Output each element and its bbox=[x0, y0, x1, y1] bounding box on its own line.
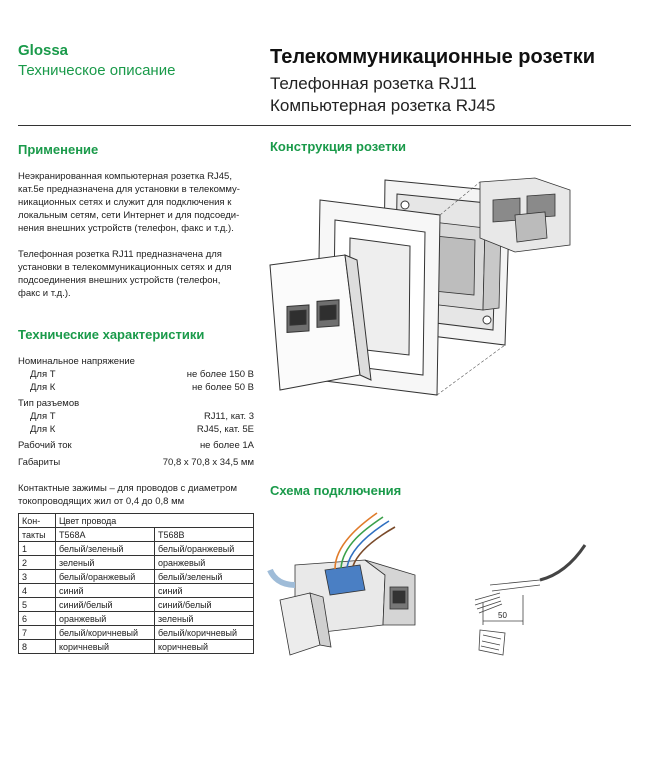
spec-row bbox=[18, 381, 254, 394]
spec-label: Для К bbox=[30, 424, 56, 435]
table-cell: коричневый bbox=[155, 640, 254, 654]
page-title: Телекоммуникационные розетки bbox=[270, 46, 596, 68]
spec-value: не более 50 В bbox=[192, 382, 254, 393]
spec-value: не более 150 В bbox=[186, 369, 254, 380]
table-row bbox=[19, 584, 254, 598]
table-cell: белый/оранжевый bbox=[155, 542, 254, 556]
table-cell: белый/коричневый bbox=[56, 626, 155, 640]
table-row bbox=[19, 570, 254, 584]
text-line: Неэкранированная компьютерная розетка RJ45, bbox=[18, 171, 232, 182]
table-cell: оранжевый bbox=[155, 556, 254, 570]
spec-label: Для Т bbox=[30, 411, 56, 422]
brand-name: Glossa bbox=[18, 42, 69, 59]
specs-heading: Технические характеристики bbox=[18, 327, 205, 342]
table-row bbox=[19, 598, 254, 612]
spec-label: Для Т bbox=[30, 369, 56, 380]
table-cell: белый/зеленый bbox=[56, 542, 155, 556]
cable-strip-diagram bbox=[475, 545, 585, 655]
module-cap bbox=[280, 593, 331, 655]
text-line: подсоединения внешних устройств (телефон, bbox=[18, 275, 221, 286]
table-cell: 5 bbox=[19, 598, 56, 612]
text-line: никационных сетях и служит для подключения к bbox=[18, 197, 232, 208]
table-cell: 1 bbox=[19, 542, 56, 556]
spec-row bbox=[18, 355, 254, 368]
table-cell: 6 bbox=[19, 612, 56, 626]
wire-color-table bbox=[18, 513, 254, 654]
socket-exploded-illustration bbox=[265, 160, 585, 410]
spec-label: Рабочий ток bbox=[18, 440, 72, 451]
table-row bbox=[19, 626, 254, 640]
text-line: локальным сетям, сети Интернет и для подсоеди- bbox=[18, 210, 240, 221]
table-row bbox=[19, 542, 254, 556]
spec-row bbox=[18, 456, 254, 469]
table-cell: белый/коричневый bbox=[155, 626, 254, 640]
contact-clamps-note bbox=[18, 482, 258, 508]
text-line: Контактные зажимы – для проводов с диаметром bbox=[18, 483, 238, 494]
table-cell: оранжевый bbox=[56, 612, 155, 626]
spec-value: не более 1А bbox=[199, 440, 254, 451]
table-cell: 7 bbox=[19, 626, 56, 640]
application-heading: Применение bbox=[18, 142, 99, 157]
table-header: Цвет провода bbox=[56, 514, 254, 528]
text-line: установки в телекоммуникационных сетях и для bbox=[18, 262, 232, 273]
front-cover bbox=[270, 255, 371, 390]
table-cell: зеленый bbox=[56, 556, 155, 570]
spec-value: 70,8 x 70,8 x 34,5 мм bbox=[162, 457, 254, 468]
text-line: токопроводящих жил от 0,4 до 0,8 мм bbox=[18, 496, 185, 507]
table-cell: зеленый bbox=[155, 612, 254, 626]
spec-label: Габариты bbox=[18, 457, 61, 468]
table-header: Кон- bbox=[19, 514, 56, 528]
text-line: кат.5е предназначена для установки в телекомму- bbox=[18, 184, 240, 195]
table-header: T568B bbox=[155, 528, 254, 542]
spec-row bbox=[18, 410, 254, 423]
spec-value: RJ11, кат. 3 bbox=[203, 411, 254, 422]
spec-row bbox=[18, 368, 254, 381]
table-cell: синий/белый bbox=[155, 598, 254, 612]
spec-row bbox=[18, 439, 254, 452]
table-cell: коричневый bbox=[56, 640, 155, 654]
text-line: факс и т.д.). bbox=[18, 288, 71, 299]
table-header: T568A bbox=[56, 528, 155, 542]
page-subtitle-rj11: Телефонная розетка RJ11 bbox=[270, 74, 477, 93]
application-paragraph-rj11 bbox=[18, 248, 258, 300]
spec-label: Номинальное напряжение bbox=[18, 356, 135, 367]
table-header-row bbox=[19, 528, 254, 542]
rj-modules bbox=[480, 178, 570, 252]
table-cell: синий bbox=[155, 584, 254, 598]
table-cell: 2 bbox=[19, 556, 56, 570]
page-subtitle-rj45: Компьютерная розетка RJ45 bbox=[270, 96, 496, 115]
table-row bbox=[19, 556, 254, 570]
table-row bbox=[19, 612, 254, 626]
scheme-heading: Схема подключения bbox=[270, 483, 402, 498]
table-cell: белый/зеленый bbox=[155, 570, 254, 584]
spec-row bbox=[18, 423, 254, 436]
table-cell: 8 bbox=[19, 640, 56, 654]
spec-value: RJ45, кат. 5Е bbox=[196, 424, 254, 435]
spec-row bbox=[18, 397, 254, 410]
spec-label: Тип разъемов bbox=[18, 398, 80, 409]
spec-label: Для К bbox=[30, 382, 56, 393]
table-cell: 4 bbox=[19, 584, 56, 598]
wiring-scheme-illustration bbox=[265, 505, 635, 675]
table-cell: 3 bbox=[19, 570, 56, 584]
construction-heading: Конструкция розетки bbox=[270, 139, 406, 154]
table-cell: синий bbox=[56, 584, 155, 598]
table-cell: синий/белый bbox=[56, 598, 155, 612]
table-row bbox=[19, 640, 254, 654]
text-line: нения внешних устройств (телефон, факс и т.д.). bbox=[18, 223, 234, 234]
text-line: Телефонная розетка RJ11 предназначена для bbox=[18, 249, 222, 260]
application-paragraph-rj45 bbox=[18, 170, 258, 235]
table-cell: белый/оранжевый bbox=[56, 570, 155, 584]
table-header: такты bbox=[19, 528, 56, 542]
table-header-row bbox=[19, 514, 254, 528]
dimension-label: 50 bbox=[498, 611, 507, 620]
brand-subtitle: Техническое описание bbox=[18, 62, 176, 79]
header-divider bbox=[18, 125, 631, 126]
